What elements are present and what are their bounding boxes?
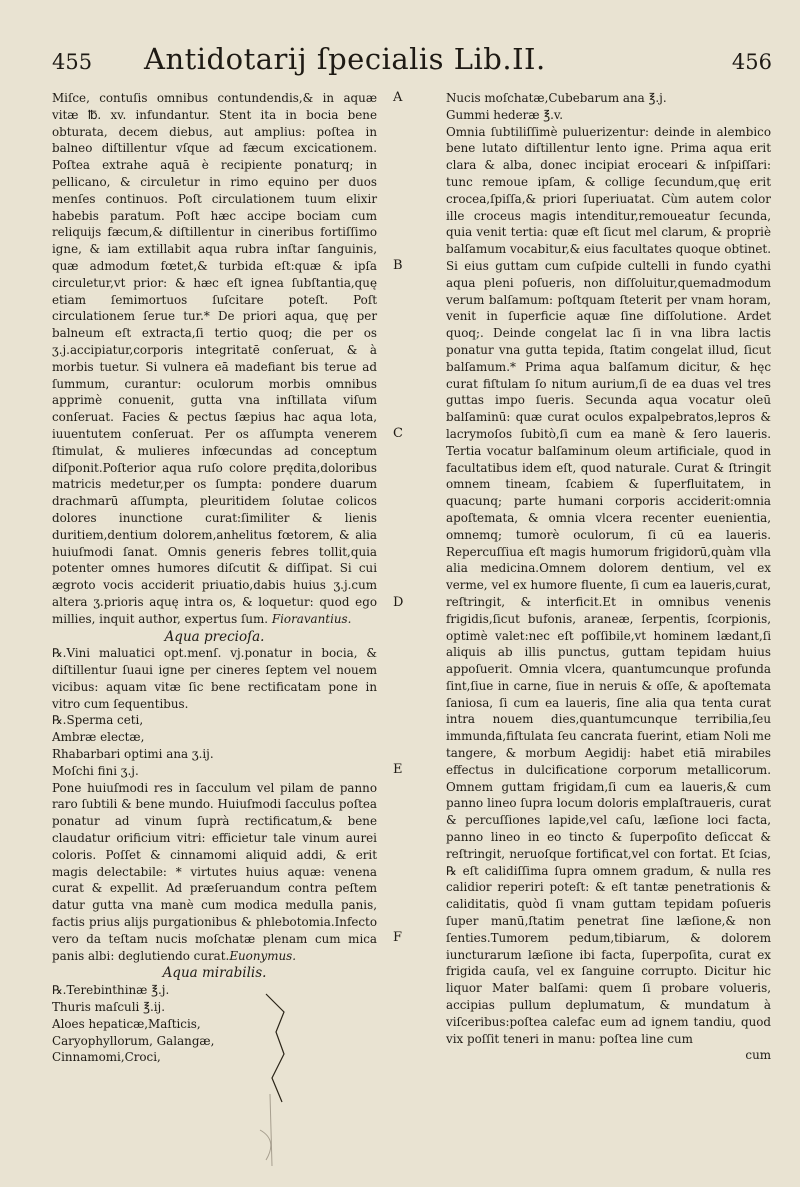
paper-stain [200,1090,310,1170]
author-ref: Euonymus. [229,948,297,963]
ingredient-item: Ambræ electæ, [52,730,145,745]
margin-letter: E [393,762,403,777]
paragraph-preparation: Pone huiuſmodi res in ſacculum vel pilam de panno raro ſubtili & bene mundo. Huiuſmodi ſacculus poſtea ponatur ad vinum ſuprà rectificatum,& bene claudatur orificium vitri: efficietur tale vinum aurei coloris. Poſſet & cinnamomi aliquid addi, & erit magis delectabile: * virtutes huius aquæ: venena curat & expellit. Ad præſeruandum contra peſtem datur gutta vna manè cum modica medulla panis, factis prius alijs purgationibus & phlebotomia.Infecto vero da teſtam nucis moſchatæ plenam cum mica panis albi: deglutiendo curat.Euonymus. [52,780,377,963]
margin-letter: A [393,90,403,105]
ingredient-list [52,982,377,1066]
right-column [446,90,771,1064]
section-heading-aqua-preciosa: Aqua precioſa. [164,628,265,645]
ingredient-item: Moſchi fini ʒ.j. [52,763,139,778]
catchword: cum [745,1048,771,1063]
paragraph-balsamum: Omnia ſubtiliſſimè puluerizentur: deinde in alembico bene lutato diſtillentur lento igne. Prima aqua erit clara & alba, donec incipiat eroceari & inſpiſſari: tunc remoue ipſam, & collige ſecundum,quę erit crocea,ſpiſſa,& priori ſuperiuatat. Cùm autem color ille croceus magis intenditur,remoueatur ſecunda, quia venit tertia: quæ eſt ſicut mel clarum, & propriè balſamum vocabitur,& eius facultates quoque obtinet. Si eius guttam cum cuſpide cultelli in fundo cyathi aqua pleni poſueris, non diſſoluitur,quemadmodum verum balſamum: poſtquam ſteterit per vnam horam, venit in ſuperficie aquæ ſine diſſolutione. Ardet quoq;. Deinde congelat lac ſi in vna libra lactis ponatur vna gutta tepida, ſtatim congelat illud, ſicut balſamum.* Prima aqua balſamum dicitur, & hęc curat fiſtulam ſo nitum aurium,ſi de ea duas vel tres guttas impo ſueris. Secunda aqua vocatur oleū balſaminū: quæ curat oculos expalpebratos,lepros & lacrymoſos ſubitò,ſi cum ea manè & ſero laueris. Tertia vocatur balſaminum oleum artificiale, quod in facultatibus idem eſt, quod naturale. Curat & ſtringit omnem tineam, ſcabiem & ſuperfluitatem, in quacunq; parte humani corporis acciderit:omnia apoſtemata, & omnia vlcera recenter euenientia, omnemq; tumorè oculorum, ſi cū ea laueris. Repercuſſiua eſt magis humorum frigidorū,quàm vlla alia medicina.Omnem dolorem dentium, vel ex verme, vel ex humore fluente, ſi cum ea laueris,curat, reſtringit, & interficit.Et in omnibus venenis frigidis,ſicut bufonis, araneæ, ſerpentis, ſcorpionis, optimè valet:nec eſt poſſibile,vt hominem lædant,ſi aliquis ab illis punctus, guttam tepidam huius appoſuerit. Omnia vlcera, quantumcunque profunda ſint,ſiue in carne, ſiue in neruis & oſſe, & apoſtemata ſaniosa, ſi cum ea laueris, ſine alia qua tenta curat intra nouem dies,quantumcunque terribilia,ſeu immunda,fiſtulata ſeu cancrata fuerint, etiam Noli me tangere, & morbum Aegidij: habet etiā mirabiles effectus in dulcificatione corporum metallicorum. Omnem guttam frigidam,ſi cum ea laueris,& cum panno lineo ſupra locum doloris emplaſtraueris, curat & percuſſiones lapide,vel caſu, læſione loci facta, panno lineo in eo tincto & ſuperpoſito deſiccat & reſtringit, neruoſque fortificat,vel con fortat. Et ſcias, ℞ eſt calidiſſima ſupra omnem gradum, & nulla res calidior reperiri poteſt: & eſt tantæ penetrationis & caliditatis, quòd ſi vnam guttam tepidam poſueris ſuper manū,ſtatim penetrat ſine læſione,& non ſenties.Tumorem pedum,tibiarum, & dolorem iuncturarum læſione ibi facta, ſuperpoſita, curat ex frigida cauſa, vel ex ſanguine corrupto. Dicitur hic liquor Mater balſami: quem ſi probare volueris, accipias pullum deplumatum, & mundatum à viſceribus:poſtea calefac eum ad ignem tandiu, quod vix poſſit teneri in manu: poſtea line cum [446,124,771,1046]
author-ref: Fioravantius. [271,611,352,626]
paragraph-recipe: ℞.Vini maluatici opt.menſ. vj.ponatur in bocia, & diſtillentur ſuaui igne per cineres ſeptem vel nouem vicibus: aquam vitæ ſic bene rectificatam pone in vitro cum ſequentibus. [52,646,377,711]
ingredient-item: Gummi hederæ ℥.v. [446,107,564,122]
margin-letters [393,90,421,1070]
running-header [52,42,772,88]
margin-letter: F [393,930,403,945]
page-number-right: 456 [731,50,772,74]
margin-letter: D [393,595,404,610]
paragraph-elixir: Miſce, contuſis omnibus contundendis,& in aquæ vitæ ℔. xv. infundantur. Stent ita in bocia bene obturata, decem diebus, aut amplius: poſtea in balneo diſtillentur vſque ad fæcum excicationem. Poſtea extrahe aquā è recipiente ponaturq; in pellicano, & circuletur in rimo equino per duos menſes continuos. Poſt circulationem tuum elixir habebis paratum. Poſt hæc accipe bociam cum reliquijs fæcum,& diſtillentur in cineribus fortiſſimo igne, & iam extillabit aqua rubra inſtar ſanguinis, quæ admodum fœtet,& turbida eſt:quæ & ipſa circuletur,vt prior: & hæc eſt ignea ſubſtantia,quę etiam ſemimortuos ſuſcitare poteſt. Poſt circulationem ſerue tur.* De priori aqua, quę per balneum eſt extracta,ſi tertio quoq; die per os ʒ.j.accipiatur,corporis integritatē conſeruat, & à morbis tuetur. Si vulnera eā madefiant bis terue ad ſummum, curantur: oculorum morbis omnibus apprimè conuenit, gutta vna inſtillata viſum conſeruat. Facies & pectus ſæpius hac aqua lota, iuuentutem conſeruat. Per os aſſumpta venerem ſtimulat, & mulieres infœcundas ad conceptum diſponit.Poſterior aqua ruſo colore prędita,doloribus matricis medetur,per os ſumpta: pondere duarum drachmarū aſſumpta, pleuritidem ſolutae colicos dolores inunctione curat:ſimiliter & lienis duritiem,dentium dolorem,anhelitus fœtorem, & alia huiuſmodi ſanat. Omnis generis febres tollit,quia potenter omnes humores diſcutit & diſſipat. Si cui ægroto vocis acciderit priuatio,dabis huius ʒ.j.cum altera ʒ.prioris aquę intra os, & loquetur: quod ego millies, inquit author, expertus ſum. Fioravantius. [52,91,377,626]
running-title: Antidotarij ſpecialis Lib.II. [144,42,546,76]
page-number-left: 455 [52,50,93,74]
margin-letter: B [393,258,403,273]
ingredient-item: ℞.Terebinthinæ ℥.j. [52,983,170,998]
ingredient-list [446,90,771,124]
ingredient-item: Thuris maſculi ℥.ij. [52,1000,166,1015]
ingredient-item: Rhabarbari optimi ana ʒ.ij. [52,747,214,762]
section-heading-aqua-mirabilis: Aqua mirabilis. [162,965,267,982]
ingredient-item: Cinnamomi,Croci, [52,1050,161,1065]
margin-letter: C [393,426,403,441]
ingredient-item: Nucis moſchatæ,Cubebarum ana ℥.j. [446,91,667,105]
ingredient-item: Aloes hepaticæ,Maſticis, [52,1016,201,1031]
ingredient-item: Caryophyllorum, Galangæ, [52,1033,215,1048]
left-column [52,90,377,1066]
ingredient-item: ℞.Sperma ceti, [52,713,144,728]
ingredient-list [52,712,377,779]
